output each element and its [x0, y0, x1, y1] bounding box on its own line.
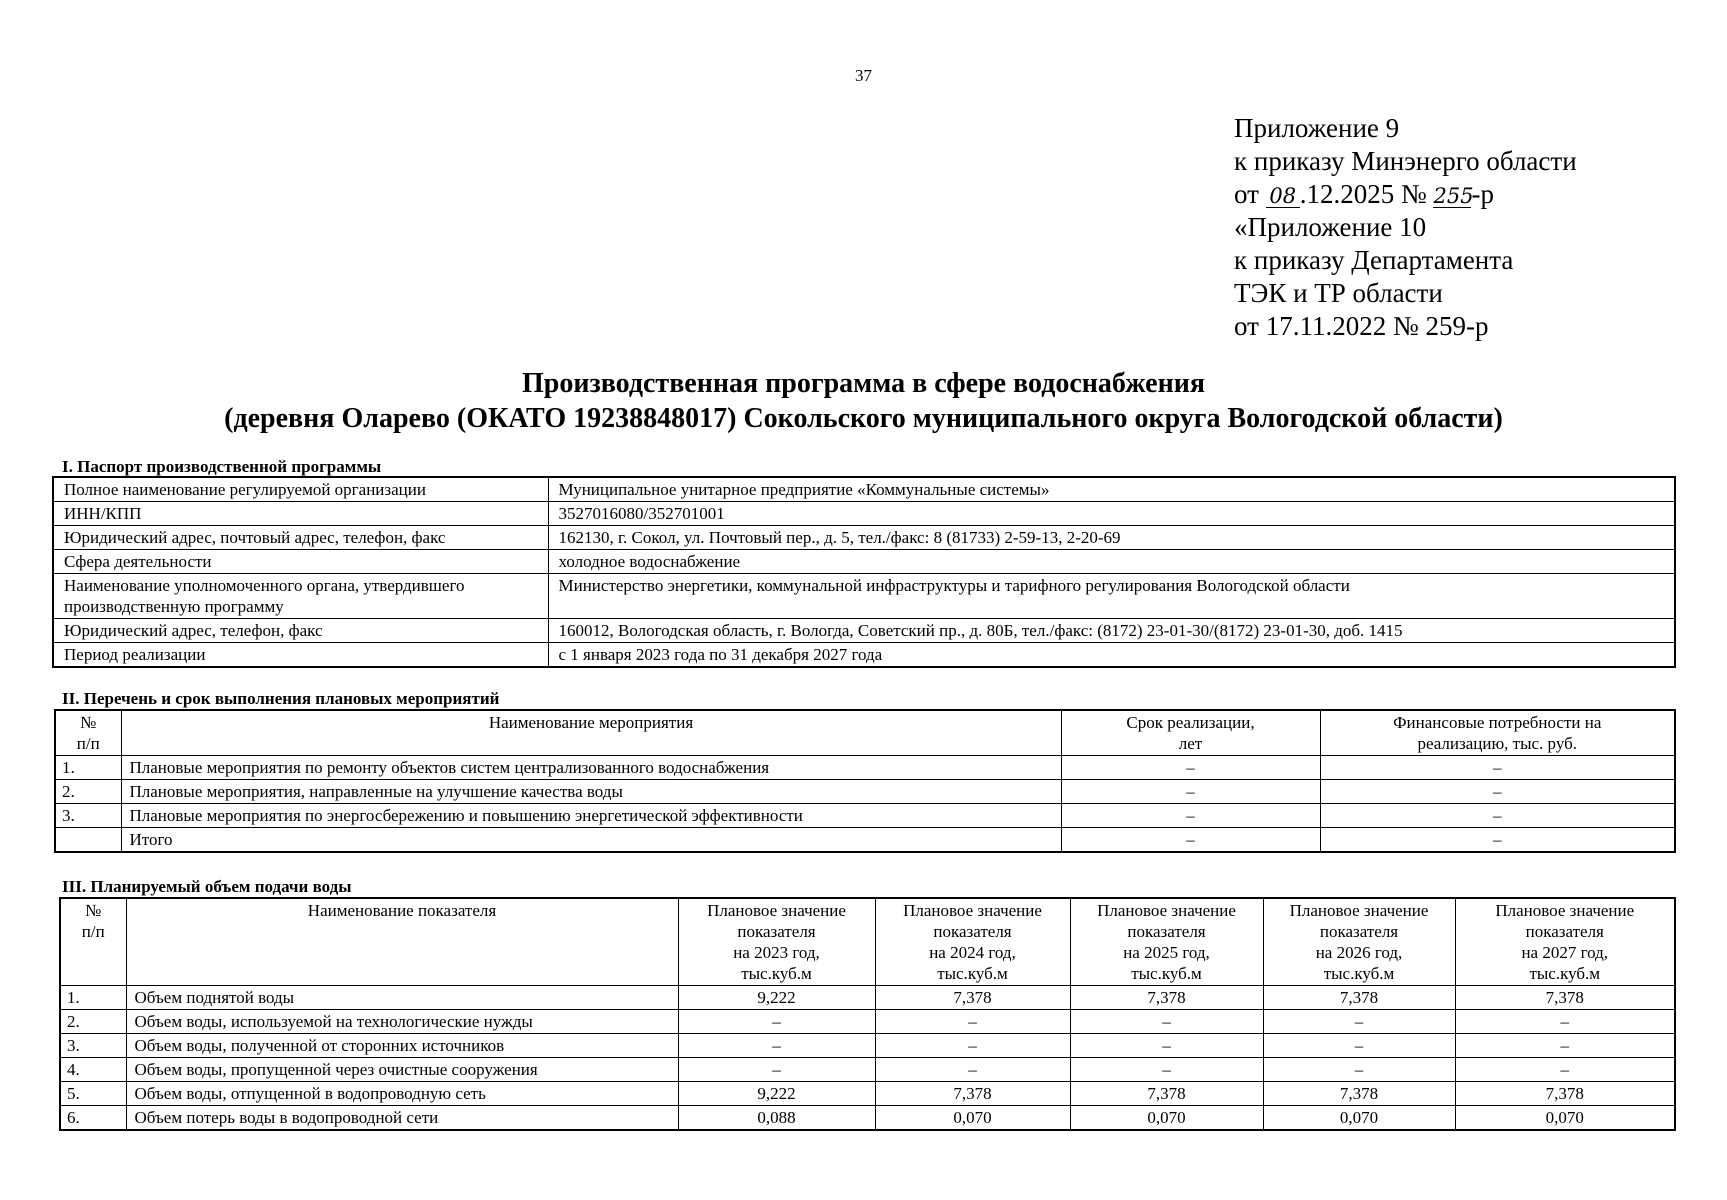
header-line: на 2026 год, — [1315, 943, 1403, 962]
header-line: тыс.куб.м — [1131, 964, 1202, 983]
table-row — [60, 1082, 1675, 1106]
header-line: Плановое значение — [903, 901, 1042, 920]
measures-table — [54, 709, 1676, 853]
value-2025: 7,378 — [1070, 986, 1263, 1010]
header-finance-line-1: Финансовые потребности на — [1393, 713, 1602, 732]
value-2023: – — [678, 1034, 875, 1058]
value-2027: – — [1455, 1010, 1675, 1034]
header-plan-2026 — [1263, 898, 1455, 986]
page-number: 37 — [855, 66, 872, 85]
header-term — [1061, 710, 1320, 756]
header-num — [55, 710, 121, 756]
table-row — [60, 1034, 1675, 1058]
appendix-line-4: «Приложение 10 — [1234, 212, 1427, 242]
passport-label: Наименование уполномоченного органа, утвердившего производственную программу — [53, 574, 548, 619]
row-name: Объем воды, полученной от сторонних источников — [126, 1034, 678, 1058]
row-finance: – — [1320, 804, 1675, 828]
value-2027: – — [1455, 1034, 1675, 1058]
value-2027: 7,378 — [1455, 986, 1675, 1010]
section-1-title: I. Паспорт производственной программы — [62, 457, 382, 476]
handwritten-day: 08 — [1266, 185, 1300, 208]
table-row — [55, 804, 1675, 828]
row-name: Плановые мероприятия по ремонту объектов систем централизованного водоснабжения — [121, 756, 1061, 780]
header-line: Плановое значение — [1289, 901, 1429, 920]
row-num: 2. — [60, 1010, 126, 1034]
passport-value: Министерство энергетики, коммунальной инфраструктуры и тарифного регулирования Вологодской области — [548, 574, 1675, 619]
value-2027: 7,378 — [1455, 1082, 1675, 1106]
passport-table — [52, 476, 1676, 668]
value-2025: 0,070 — [1070, 1106, 1263, 1131]
value-2027: 0,070 — [1455, 1106, 1675, 1131]
header-name: Наименование мероприятия — [121, 710, 1061, 756]
header-line: Плановое значение — [1097, 901, 1236, 920]
table-row — [60, 1010, 1675, 1034]
value-2023: – — [678, 1058, 875, 1082]
row-finance: – — [1320, 780, 1675, 804]
table-row — [55, 780, 1675, 804]
row-num: 5. — [60, 1082, 126, 1106]
row-num: 4. — [60, 1058, 126, 1082]
appendix-line-5: к приказу Департамента — [1234, 245, 1514, 275]
row-name: Объем воды, отпущенной в водопроводную сеть — [126, 1082, 678, 1106]
header-line: на 2024 год, — [929, 943, 1016, 962]
row-name: Объем потерь воды в водопроводной сети — [126, 1106, 678, 1131]
row-term: – — [1061, 780, 1320, 804]
section-3-title: III. Планируемый объем подачи воды — [62, 877, 352, 896]
passport-label: Полное наименование регулируемой организации — [53, 477, 548, 502]
header-plan-2024 — [875, 898, 1070, 986]
passport-value: 3527016080/352701001 — [548, 502, 1675, 526]
header-num-line-2: п/п — [76, 734, 100, 753]
table-row — [53, 477, 1675, 502]
header-line: Плановое значение — [1495, 901, 1635, 920]
header-num — [60, 898, 126, 986]
value-2026: – — [1263, 1010, 1455, 1034]
table-row — [60, 1106, 1675, 1131]
appendix-line-2: к приказу Минэнерго области — [1234, 146, 1577, 176]
row-name: Объем воды, используемой на технологические нужды — [126, 1010, 678, 1034]
passport-value: с 1 января 2023 года по 31 декабря 2027 года — [548, 643, 1675, 668]
header-line: показателя — [1127, 922, 1206, 941]
row-name: Плановые мероприятия, направленные на улучшение качества воды — [121, 780, 1061, 804]
header-plan-2023 — [678, 898, 875, 986]
value-2026: – — [1263, 1034, 1455, 1058]
header-num-line-1: № — [85, 901, 102, 920]
water-volume-table — [59, 897, 1676, 1131]
appendix-date: .12.2025 № — [1299, 179, 1427, 209]
appendix-date-prefix: от — [1234, 179, 1259, 209]
header-plan-2025 — [1070, 898, 1263, 986]
table-header-row — [55, 710, 1675, 756]
row-finance: – — [1320, 756, 1675, 780]
table-row — [55, 756, 1675, 780]
row-name: Итого — [121, 828, 1061, 853]
header-line: на 2027 год, — [1521, 943, 1609, 962]
document-title-line-1: Производственная программа в сфере водоснабжения — [521, 368, 1206, 399]
value-2023: 9,222 — [678, 986, 875, 1010]
table-row — [53, 550, 1675, 574]
header-term-line-2: лет — [1178, 734, 1203, 753]
appendix-line-1: Приложение 9 — [1234, 113, 1400, 143]
row-num: 3. — [60, 1034, 126, 1058]
value-2025: – — [1070, 1010, 1263, 1034]
value-2023: 0,088 — [678, 1106, 875, 1131]
passport-value: холодное водоснабжение — [548, 550, 1675, 574]
row-num — [55, 828, 121, 853]
passport-label: Период реализации — [53, 643, 548, 668]
passport-label: Сфера деятельности — [53, 550, 548, 574]
row-term: – — [1061, 756, 1320, 780]
table-row — [53, 502, 1675, 526]
table-header-row — [60, 898, 1675, 986]
header-line: на 2025 год, — [1123, 943, 1210, 962]
value-2026: – — [1263, 1058, 1455, 1082]
row-num: 1. — [55, 756, 121, 780]
header-line: показателя — [1319, 922, 1399, 941]
passport-value: 162130, г. Сокол, ул. Почтовый пер., д. 5, тел./факс: 8 (81733) 2-59-13, 2-20-69 — [548, 526, 1675, 550]
row-term: – — [1061, 828, 1320, 853]
section-2-title: II. Перечень и срок выполнения плановых мероприятий — [62, 689, 500, 708]
passport-label: ИНН/КПП — [53, 502, 548, 526]
header-line: показателя — [933, 922, 1012, 941]
table-row — [53, 619, 1675, 643]
table-row — [60, 1058, 1675, 1082]
appendix-header — [1234, 112, 1577, 343]
value-2024: – — [875, 1034, 1070, 1058]
row-name: Объем воды, пропущенной через очистные сооружения — [126, 1058, 678, 1082]
value-2023: – — [678, 1010, 875, 1034]
table-row — [60, 986, 1675, 1010]
value-2026: 7,378 — [1263, 1082, 1455, 1106]
header-term-line-1: Срок реализации, — [1126, 713, 1255, 732]
value-2023: 9,222 — [678, 1082, 875, 1106]
row-num: 2. — [55, 780, 121, 804]
table-row — [53, 574, 1675, 619]
appendix-suffix: -р — [1471, 179, 1494, 209]
header-line: на 2023 год, — [733, 943, 820, 962]
row-num: 6. — [60, 1106, 126, 1131]
value-2025: – — [1070, 1034, 1263, 1058]
row-term: – — [1061, 804, 1320, 828]
header-num-line-2: п/п — [81, 922, 105, 941]
header-finance-line-2: реализацию, тыс. руб. — [1417, 734, 1578, 753]
header-line: тыс.куб.м — [1323, 964, 1395, 983]
row-name: Объем поднятой воды — [126, 986, 678, 1010]
header-finance — [1320, 710, 1675, 756]
value-2026: 0,070 — [1263, 1106, 1455, 1131]
appendix-order-date-line — [1234, 178, 1577, 211]
row-finance: – — [1320, 828, 1675, 853]
passport-value: Муниципальное унитарное предприятие «Коммунальные системы» — [548, 477, 1675, 502]
value-2024: 7,378 — [875, 986, 1070, 1010]
value-2025: 7,378 — [1070, 1082, 1263, 1106]
table-row — [55, 828, 1675, 853]
value-2024: 7,378 — [875, 1082, 1070, 1106]
row-num: 3. — [55, 804, 121, 828]
value-2027: – — [1455, 1058, 1675, 1082]
header-num-line-1: № — [80, 713, 97, 732]
header-line: тыс.куб.м — [741, 964, 812, 983]
value-2024: – — [875, 1010, 1070, 1034]
value-2025: – — [1070, 1058, 1263, 1082]
passport-label: Юридический адрес, почтовый адрес, телефон, факс — [53, 526, 548, 550]
row-name: Плановые мероприятия по энергосбережению и повышению энергетической эффективности — [121, 804, 1061, 828]
value-2024: – — [875, 1058, 1070, 1082]
appendix-line-7: от 17.11.2022 № 259-р — [1234, 311, 1489, 341]
header-line: показателя — [1525, 922, 1604, 941]
header-plan-2027 — [1455, 898, 1675, 986]
header-line: тыс.куб.м — [937, 964, 1008, 983]
row-num: 1. — [60, 986, 126, 1010]
handwritten-order-number: 255 — [1433, 184, 1474, 208]
document-title-line-2: (деревня Оларево (ОКАТО 19238848017) Сокольского муниципального округа Вологодской области) — [224, 403, 1503, 434]
header-line: Плановое значение — [707, 901, 846, 920]
passport-value: 160012, Вологодская область, г. Вологда, Советский пр., д. 80Б, тел./факс: (8172) 23-01-30/(8172) 23-01-30, доб. 1415 — [548, 619, 1675, 643]
header-line: тыс.куб.м — [1529, 964, 1601, 983]
table-row — [53, 526, 1675, 550]
header-indicator-name: Наименование показателя — [126, 898, 678, 986]
table-row — [53, 643, 1675, 668]
value-2024: 0,070 — [875, 1106, 1070, 1131]
passport-label: Юридический адрес, телефон, факс — [53, 619, 548, 643]
appendix-line-6: ТЭК и ТР области — [1234, 278, 1443, 308]
header-line: показателя — [737, 922, 816, 941]
document-title — [0, 366, 1727, 436]
value-2026: 7,378 — [1263, 986, 1455, 1010]
